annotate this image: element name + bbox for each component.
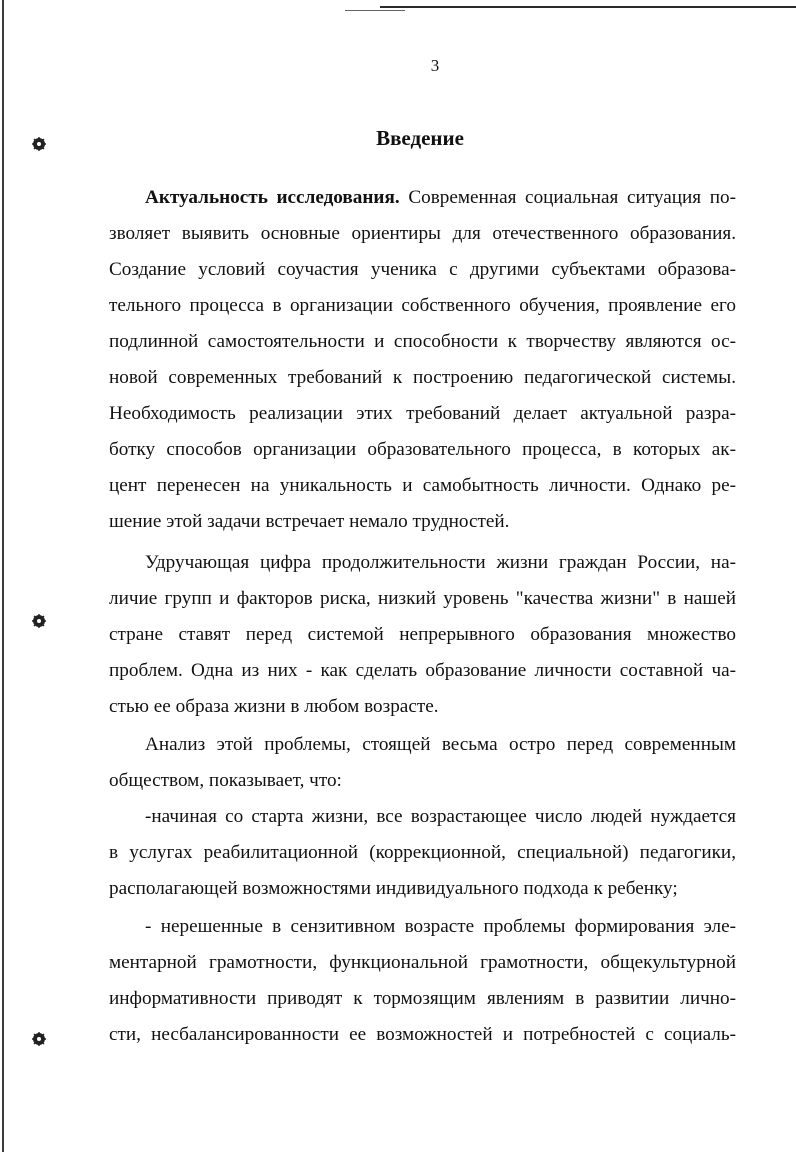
text-line: Актуальность исследования. Современная социальная ситуация по- (145, 187, 736, 208)
text-line: стью ее образа жизни в любом возрасте. (109, 696, 439, 717)
text-line: располагающей возможностями индивидуального подхода к ребенку; (109, 878, 678, 899)
text-line: Удручающая цифра продолжительности жизни граждан России, на- (145, 552, 736, 573)
text-line: шение этой задачи встречает немало трудностей. (109, 511, 510, 532)
text-line: - нерешенные в сензитивном возрасте проблемы формирования эле- (145, 916, 736, 937)
scan-top-edge (380, 6, 796, 8)
text-line: ботку способов организации образовательного процесса, в которых ак- (109, 439, 736, 460)
text-line: ментарной грамотности, функциональной грамотности, общекультурной (109, 952, 736, 973)
text-line: Анализ этой проблемы, стоящей весьма остро перед современным (145, 734, 736, 755)
text-line: информативности приводят к тормозящим явлениям в развитии лично- (109, 988, 736, 1009)
lead-phrase: Актуальность исследования. (145, 187, 400, 208)
text-line: личие групп и факторов риска, низкий уровень "качества жизни" в нашей (109, 588, 736, 609)
scan-left-edge (2, 0, 4, 1152)
scan-top-edge-thin (345, 10, 405, 11)
text-line: цент перенесен на уникальность и самобытность личности. Однако ре- (109, 475, 736, 496)
text-line: Создание условий соучастия ученика с другими субъектами образова- (109, 259, 736, 280)
text-line: проблем. Одна из них - как сделать образование личности составной ча- (109, 660, 736, 681)
section-heading: Введение (376, 126, 464, 150)
text-line: Необходимость реализации этих требований делает актуальной разра- (109, 403, 736, 424)
text-line: в услугах реабилитационной (коррекционной, специальной) педагогики, (109, 842, 736, 863)
text-line: стране ставят перед системой непрерывного образования множество (109, 624, 736, 645)
text-line: сти, несбалансированности ее возможностей и потребностей с социаль- (109, 1024, 736, 1045)
text-line: подлинной самостоятельности и способности к творчеству являются ос- (109, 331, 736, 352)
text-line: новой современных требований к построению педагогической системы. (109, 367, 736, 388)
binder-hole-mark-icon (30, 612, 48, 630)
text-line: тельного процесса в организации собственного обучения, проявление его (109, 295, 736, 316)
page-number: 3 (430, 56, 440, 75)
text-line: обществом, показывает, что: (109, 770, 342, 791)
text-line: -начиная со старта жизни, все возрастающее число людей нуждается (145, 806, 736, 827)
binder-hole-mark-icon (30, 1030, 48, 1048)
text-line: зволяет выявить основные ориентиры для отечественного образования. (109, 223, 736, 244)
